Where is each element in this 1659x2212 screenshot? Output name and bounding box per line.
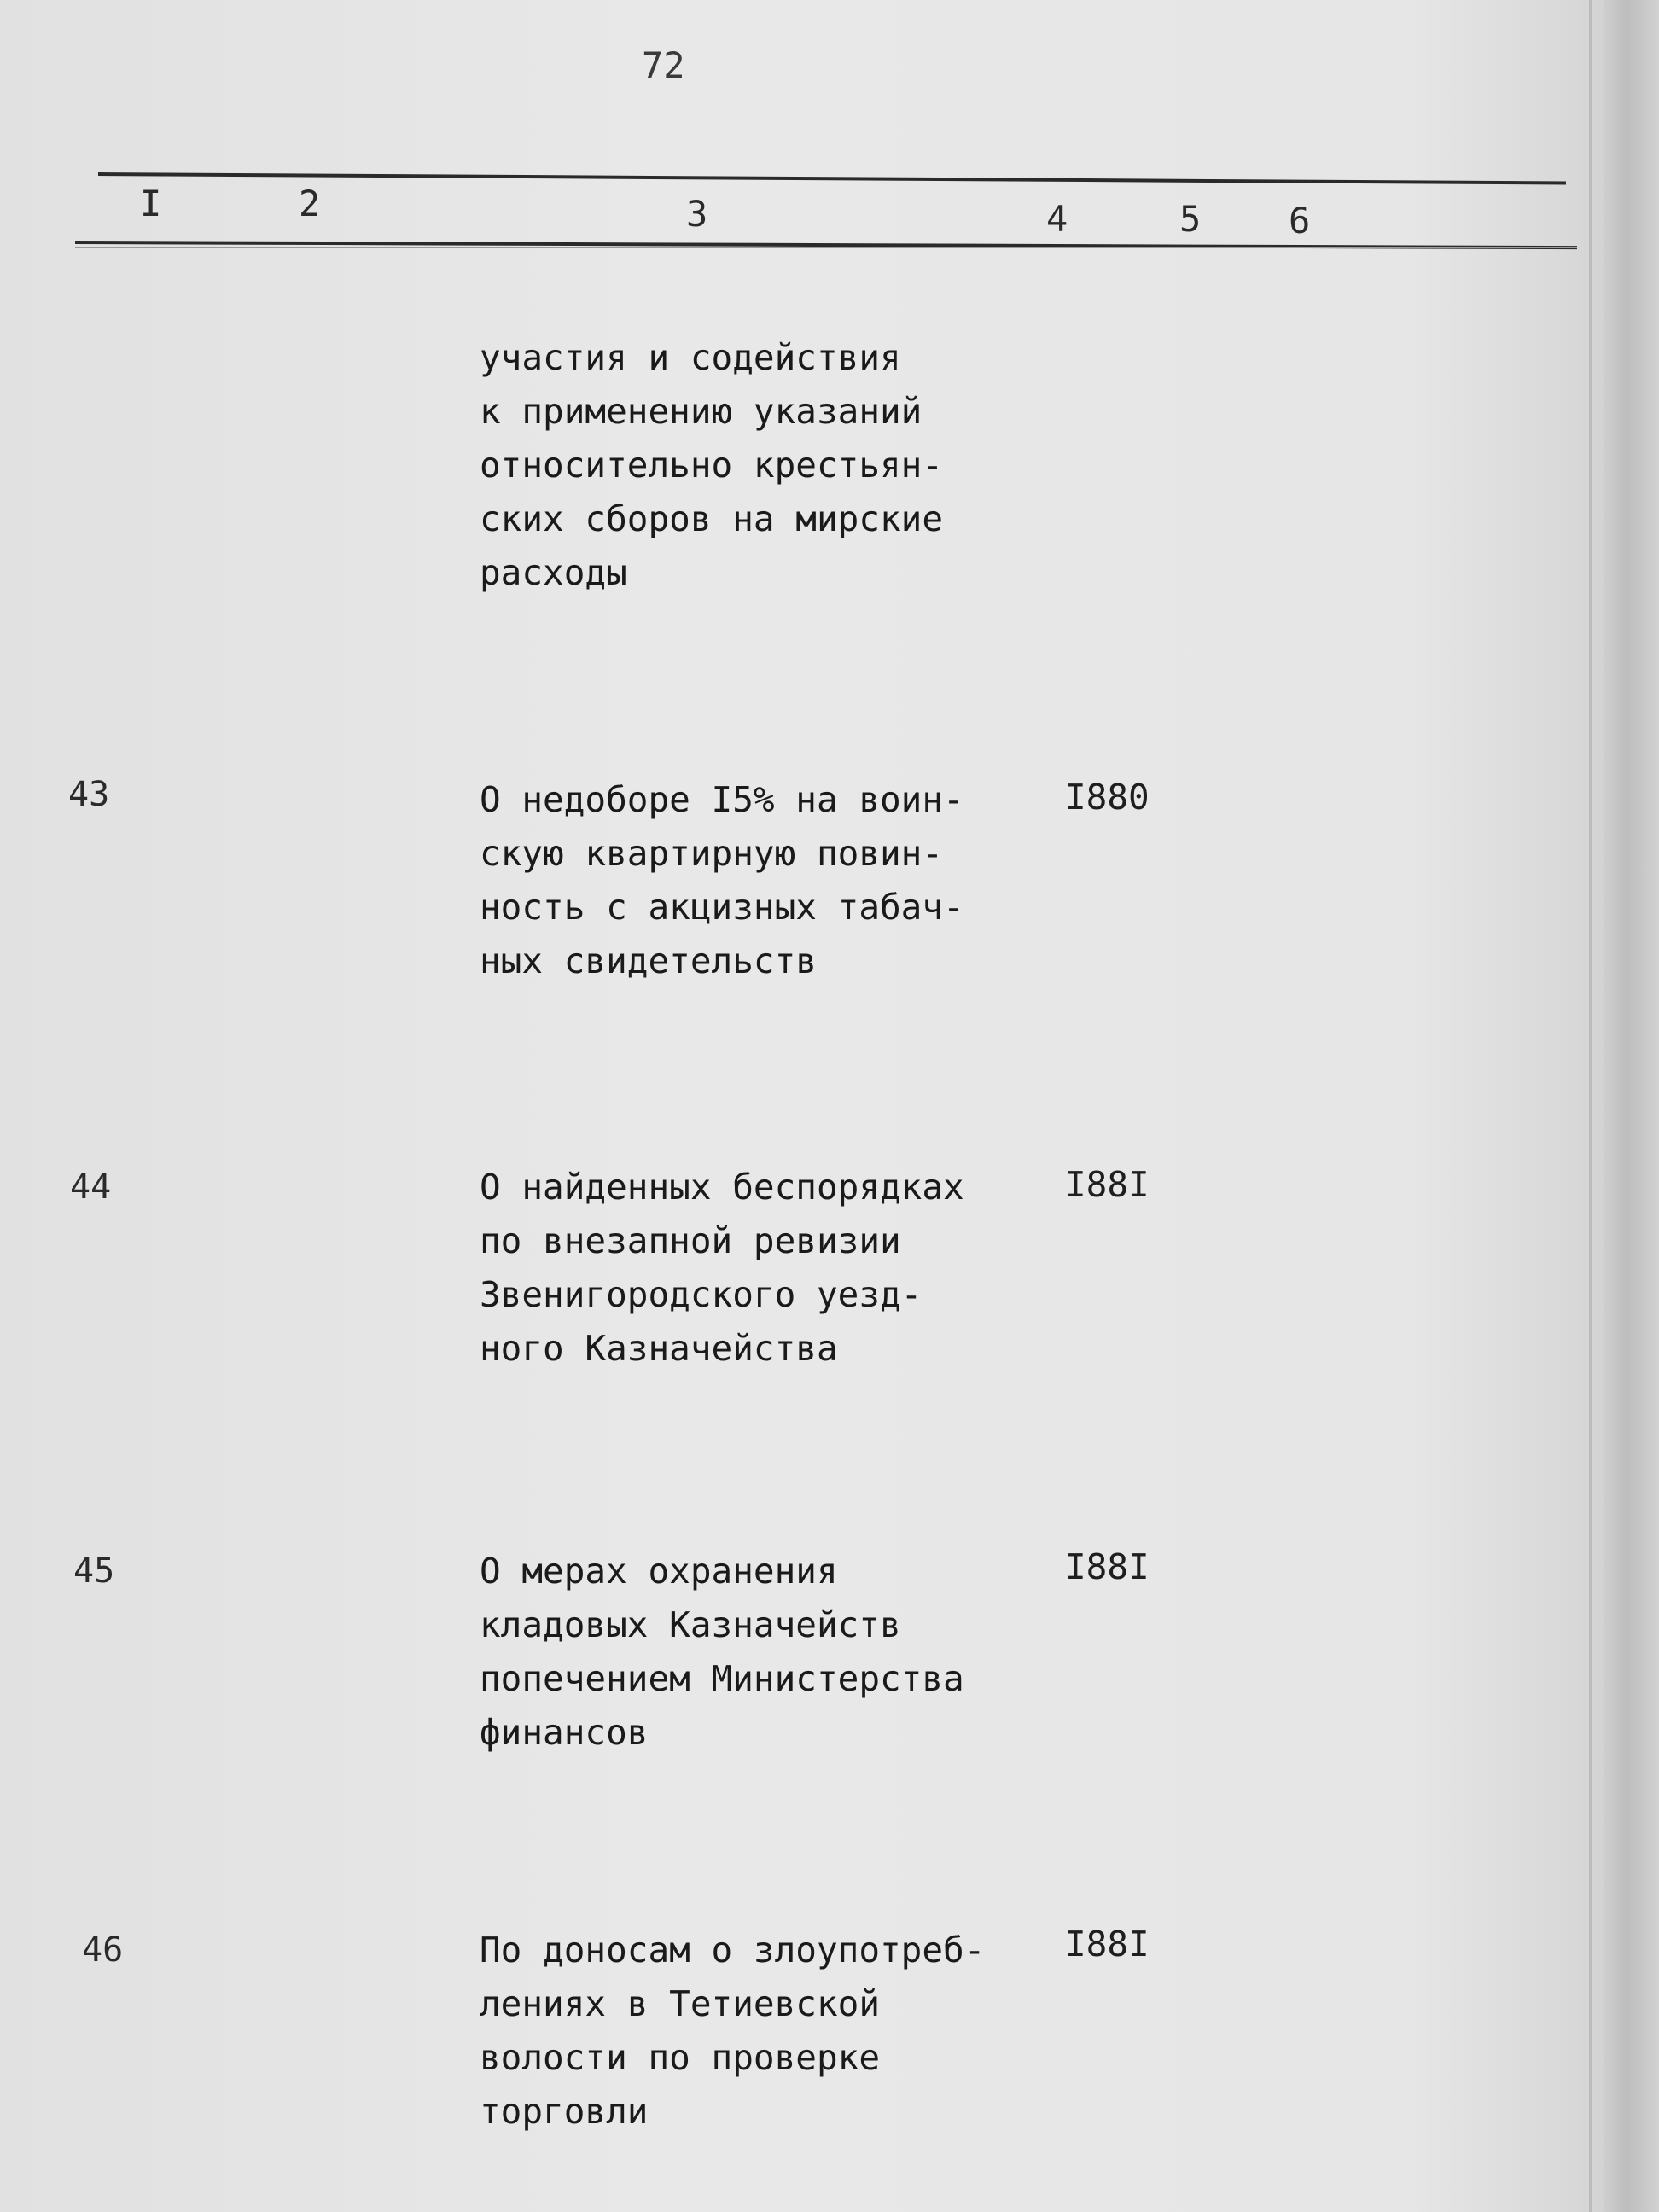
- entry-number: 44: [70, 1167, 112, 1207]
- page-fold-line: [1589, 0, 1592, 2212]
- entry-year: I88I: [1065, 1546, 1150, 1587]
- entry-text: По доносам о злоупотреб- лениях в Тетиевской волости по проверке торговли: [480, 1930, 986, 2132]
- binding-edge: [1604, 0, 1659, 2212]
- entry-number: 43: [68, 775, 110, 814]
- column-header-5: 5: [1179, 198, 1202, 240]
- entry-text: участия и содействия к применению указаний относительно крестьян- ских сборов на мирские расходы: [480, 337, 944, 593]
- entry-number: 46: [82, 1930, 124, 1970]
- entry-year: I880: [1065, 777, 1150, 818]
- entry-text: О найденных беспорядках по внезапной ревизии Звенигородского уезд- ного Казначейства: [480, 1167, 964, 1369]
- column-header-4: 4: [1046, 198, 1068, 240]
- column-header-2: 2: [299, 183, 321, 224]
- column-header-3: 3: [686, 193, 708, 235]
- column-header-6: 6: [1289, 200, 1311, 242]
- entry-text: О недоборе I5% на воин- скую квартирную повин- ность с акцизных табач- ных свидетельств: [480, 779, 964, 981]
- entry-year: I88I: [1065, 1924, 1150, 1965]
- column-header-1: I: [140, 183, 162, 224]
- entry-number: 45: [73, 1551, 115, 1591]
- entry-year: I88I: [1065, 1164, 1150, 1205]
- page-number: 72: [642, 44, 685, 86]
- entry-text: О мерах охранения кладовых Казначейств попечением Министерства финансов: [480, 1551, 964, 1753]
- header-rule-faint: [75, 247, 1577, 248]
